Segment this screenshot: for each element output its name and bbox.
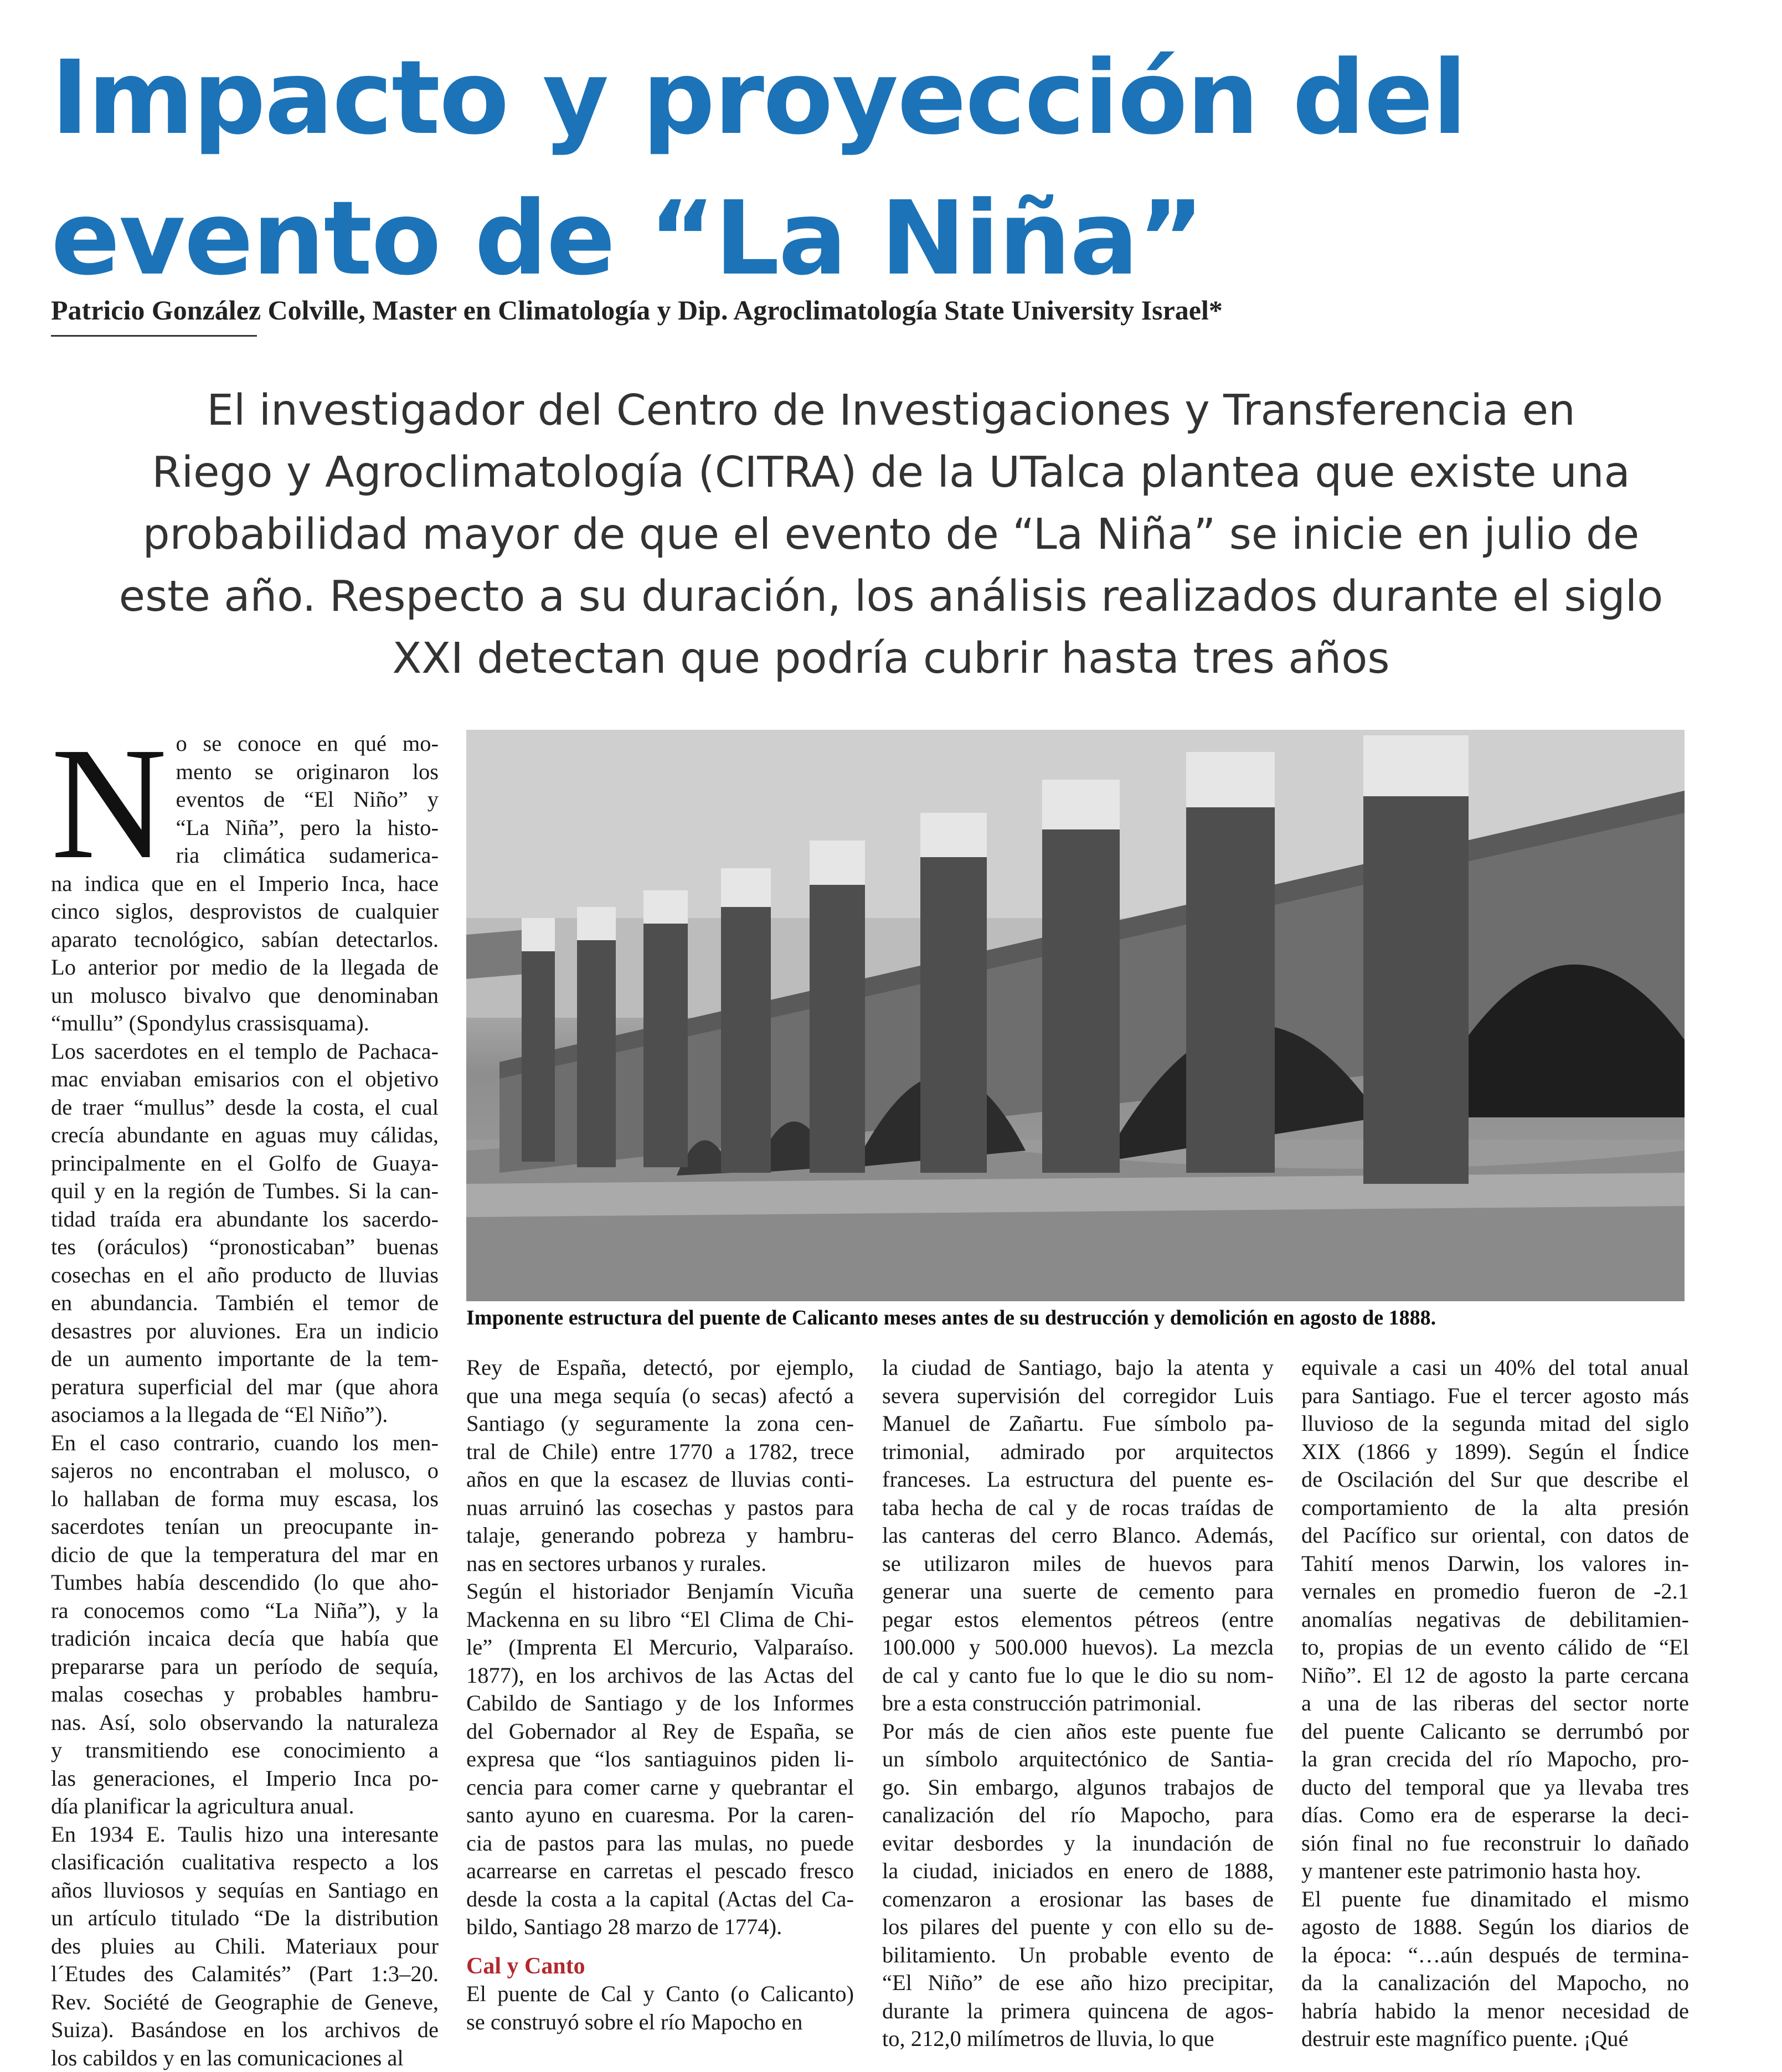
text-line: tral de Chile) entre 1770 a 1782, trece bbox=[466, 1438, 854, 1466]
calicanto-bridge-photo bbox=[466, 730, 1685, 1301]
text-line: ria climática sudamerica- bbox=[51, 842, 439, 870]
article-title-line: evento de “La Niña” bbox=[51, 168, 1546, 309]
text-line: principalmente en el Golfo de Guaya- bbox=[51, 1150, 439, 1178]
text-line: mento se originaron los bbox=[51, 758, 439, 786]
text-line: pegar estos elementos pétreos (entre bbox=[882, 1606, 1274, 1634]
text-line: “El Niño” de ese año hizo precipitar, bbox=[882, 1969, 1274, 1997]
text-line: habría habido la menor necesidad de bbox=[1301, 1997, 1689, 2025]
text-line: en abundancia. También el temor de bbox=[51, 1289, 439, 1317]
column-3-body bbox=[882, 1354, 1274, 2053]
column-2-body bbox=[466, 1354, 854, 1941]
text-line: quil y en la región de Tumbes. Si la can- bbox=[51, 1177, 439, 1205]
text-line: da la canalización del Mapocho, no bbox=[1301, 1969, 1689, 1997]
text-line: comportamiento de la alta presión bbox=[1301, 1494, 1689, 1522]
text-line: destruir este magnífico puente. ¡Qué bbox=[1301, 2025, 1689, 2053]
text-line: nuas arruinó las cosechas y pastos para bbox=[466, 1494, 854, 1522]
text-line: un símbolo arquitectónico de Santia- bbox=[882, 1745, 1274, 1774]
lead-line: XXI detectan que podría cubrir hasta tres años bbox=[44, 628, 1738, 690]
text-line: asociamos a la llegada de “El Niño”). bbox=[51, 1401, 439, 1429]
text-line: sacerdotes tenían un preocupante in- bbox=[51, 1513, 439, 1541]
text-line: que una mega sequía (o secas) afectó a bbox=[466, 1382, 854, 1410]
bridge-illustration bbox=[466, 730, 1685, 1301]
text-line: las canteras del cerro Blanco. Además, bbox=[882, 1522, 1274, 1550]
text-line: ducto del temporal que ya llevaba tres bbox=[1301, 1774, 1689, 1802]
lead-paragraph bbox=[44, 380, 1738, 690]
text-line: se utilizaron miles de huevos para bbox=[882, 1550, 1274, 1578]
text-line: la ciudad de Santiago, bajo la atenta y bbox=[882, 1354, 1274, 1382]
author-underline bbox=[51, 335, 257, 337]
text-line: tidad traída era abundante los sacerdo- bbox=[51, 1205, 439, 1234]
text-line: de Oscilación del Sur que describe el bbox=[1301, 1466, 1689, 1494]
text-line: del Gobernador al Rey de España, se bbox=[466, 1718, 854, 1746]
text-line: peratura superficial del mar (que ahora bbox=[51, 1373, 439, 1401]
text-line: anomalías negativas de debilitamien- bbox=[1301, 1606, 1689, 1634]
text-line: canalización del río Mapocho, para bbox=[882, 1801, 1274, 1829]
text-line: desastres por aluviones. Era un indicio bbox=[51, 1317, 439, 1346]
text-line: “La Niña”, pero la histo- bbox=[51, 814, 439, 842]
text-line: de cal y canto fue lo que le dio su nom- bbox=[882, 1662, 1274, 1690]
drop-cap: N bbox=[51, 740, 167, 867]
text-line: del puente Calicanto se derrumbó por bbox=[1301, 1718, 1689, 1746]
text-line: Rey de España, detectó, por ejemplo, bbox=[466, 1354, 854, 1382]
text-line: Manuel de Zañartu. Fue símbolo pa- bbox=[882, 1410, 1274, 1438]
text-line: Tumbes había descendido (lo que aho- bbox=[51, 1569, 439, 1597]
text-line: Por más de cien años este puente fue bbox=[882, 1718, 1274, 1746]
text-line: to, 212,0 milímetros de lluvia, lo que bbox=[882, 2025, 1274, 2053]
text-line: “mullu” (Spondylus crassisquama). bbox=[51, 1009, 439, 1038]
text-line: Los sacerdotes en el templo de Pachaca- bbox=[51, 1038, 439, 1066]
text-line: crecía abundante en aguas muy cálidas, bbox=[51, 1121, 439, 1150]
text-line: comenzaron a erosionar las bases de bbox=[882, 1885, 1274, 1914]
text-line: go. Sin embargo, algunos trabajos de bbox=[882, 1774, 1274, 1802]
text-line: cinco siglos, desprovistos de cualquier bbox=[51, 898, 439, 926]
text-line: cosechas en el año producto de lluvias bbox=[51, 1261, 439, 1290]
text-line: severa supervisión del corregidor Luis bbox=[882, 1382, 1274, 1410]
text-line: trimonial, admirado por arquitectos bbox=[882, 1438, 1274, 1466]
article-title bbox=[51, 28, 1546, 309]
text-line: to, propias de un evento cálido de “El bbox=[1301, 1633, 1689, 1662]
text-line: Suiza). Basándose en los archivos de bbox=[51, 2016, 439, 2044]
text-column-1 bbox=[51, 730, 439, 2072]
text-line: Tahití menos Darwin, los valores in- bbox=[1301, 1550, 1689, 1578]
text-line: los pilares del puente y con ello su de- bbox=[882, 1913, 1274, 1941]
text-line: la gran crecida del río Mapocho, pro- bbox=[1301, 1745, 1689, 1774]
text-line: bildo, Santiago 28 marzo de 1774). bbox=[466, 1913, 854, 1941]
text-line: bilitamiento. Un probable evento de bbox=[882, 1941, 1274, 1970]
text-line: santo ayuno en cuaresma. Por la caren- bbox=[466, 1801, 854, 1829]
text-line: día planificar la agricultura anual. bbox=[51, 1792, 439, 1821]
text-line: ra conocemos como “La Niña”), y la bbox=[51, 1597, 439, 1625]
lead-line: probabilidad mayor de que el evento de “La Niña” se inicie en julio de bbox=[44, 504, 1738, 566]
text-line: Santiago (y seguramente la zona cen- bbox=[466, 1410, 854, 1438]
text-line: agosto de 1888. Según los diarios de bbox=[1301, 1913, 1689, 1941]
lead-line: Riego y Agroclimatología (CITRA) de la UTalca plantea que existe una bbox=[44, 442, 1738, 504]
text-line: años en que la escasez de lluvias conti- bbox=[466, 1466, 854, 1494]
text-line: expresa que “los santiaguinos piden li- bbox=[466, 1745, 854, 1774]
text-line: taba hecha de cal y de rocas traídas de bbox=[882, 1494, 1274, 1522]
text-line: la época: “…aún después de termina- bbox=[1301, 1941, 1689, 1970]
text-line: na indica que en el Imperio Inca, hace bbox=[51, 870, 439, 898]
column-4-body bbox=[1301, 1354, 1689, 2053]
text-line: franceses. La estructura del puente es- bbox=[882, 1466, 1274, 1494]
text-line: un artículo titulado “De la distribution bbox=[51, 1904, 439, 1932]
text-line: El puente fue dinamitado el mismo bbox=[1301, 1885, 1689, 1914]
text-column-4 bbox=[1301, 1354, 1689, 2053]
text-line: Mackenna en su libro “El Clima de Chi- bbox=[466, 1606, 854, 1634]
text-line: cia de pastos para las mulas, no puede bbox=[466, 1829, 854, 1858]
intro-block bbox=[51, 730, 439, 870]
text-line: evitar desbordes y la inundación de bbox=[882, 1829, 1274, 1858]
text-column-2 bbox=[466, 1354, 854, 2036]
author-byline: Patricio González Colville, Master en Climatología y Dip. Agroclimatología State University Israel* bbox=[51, 292, 1223, 328]
text-line: vernales en promedio fueron de -2.1 bbox=[1301, 1578, 1689, 1606]
text-line: las generaciones, el Imperio Inca po- bbox=[51, 1765, 439, 1793]
text-line: para Santiago. Fue el tercer agosto más bbox=[1301, 1382, 1689, 1410]
text-line: desde la costa a la capital (Actas del Ca- bbox=[466, 1885, 854, 1914]
text-line: prepararse para un período de sequía, bbox=[51, 1653, 439, 1681]
text-line: y transmitiendo ese conocimiento a bbox=[51, 1736, 439, 1765]
text-line: sajeros no encontraban el molusco, o bbox=[51, 1457, 439, 1485]
text-line: Rev. Société de Geographie de Geneve, bbox=[51, 1988, 439, 2017]
text-line: dicio de que la temperatura del mar en bbox=[51, 1541, 439, 1569]
text-line: durante la primera quincena de agos- bbox=[882, 1997, 1274, 2025]
column-2-body-after bbox=[466, 1980, 854, 2036]
text-line: lo hallaban de forma muy escasa, los bbox=[51, 1485, 439, 1513]
text-line: Según el historiador Benjamín Vicuña bbox=[466, 1578, 854, 1606]
text-line: se construyó sobre el río Mapocho en bbox=[466, 2008, 854, 2037]
text-line: cencia para comer carne y quebrantar el bbox=[466, 1774, 854, 1802]
text-line: sión final no fue reconstruir lo dañado bbox=[1301, 1829, 1689, 1858]
article-title-line: Impacto y proyección del bbox=[51, 28, 1546, 168]
text-line: días. Como era de esperarse la deci- bbox=[1301, 1801, 1689, 1829]
section-subhead: Cal y Canto bbox=[466, 1952, 854, 1981]
text-line: bre a esta construcción patrimonial. bbox=[882, 1689, 1274, 1718]
text-line: talaje, generando pobreza y hambru- bbox=[466, 1522, 854, 1550]
text-line: l´Etudes des Calamités” (Part 1:3–20. bbox=[51, 1960, 439, 1988]
photo-caption: Imponente estructura del puente de Calicanto meses antes de su destrucción y demolición en agosto de 1888. bbox=[466, 1303, 1740, 1332]
text-line: Niño”. El 12 de agosto la parte cercana bbox=[1301, 1662, 1689, 1690]
text-line: del Pacífico sur oriental, con datos de bbox=[1301, 1522, 1689, 1550]
text-line: des pluies au Chili. Materiaux pour bbox=[51, 1932, 439, 1961]
text-line: a una de las riberas del sector norte bbox=[1301, 1689, 1689, 1718]
text-line: 100.000 y 500.000 huevos). La mezcla bbox=[882, 1633, 1274, 1662]
text-line: Lo anterior por medio de la llegada de bbox=[51, 953, 439, 982]
lead-line: este año. Respecto a su duración, los análisis realizados durante el siglo bbox=[44, 566, 1738, 628]
text-line: o se conoce en qué mo- bbox=[51, 730, 439, 758]
text-line: tes (oráculos) “pronosticaban” buenas bbox=[51, 1233, 439, 1261]
text-line: tradición incaica decía que había que bbox=[51, 1625, 439, 1653]
text-line: malas cosechas y probables hambru- bbox=[51, 1681, 439, 1709]
text-line: la ciudad, iniciados en enero de 1888, bbox=[882, 1857, 1274, 1885]
text-line: de traer “mullus” desde la costa, el cual bbox=[51, 1094, 439, 1122]
lead-line: El investigador del Centro de Investigaciones y Transferencia en bbox=[44, 380, 1738, 442]
text-line: nas en sectores urbanos y rurales. bbox=[466, 1550, 854, 1578]
text-line: Cabildo de Santiago y de los Informes bbox=[466, 1689, 854, 1718]
text-line: equivale a casi un 40% del total anual bbox=[1301, 1354, 1689, 1382]
text-line: le” (Imprenta El Mercurio, Valparaíso. bbox=[466, 1633, 854, 1662]
text-line: generar una suerte de cemento para bbox=[882, 1578, 1274, 1606]
text-line: un molusco bivalvo que denominaban bbox=[51, 982, 439, 1010]
text-line: eventos de “El Niño” y bbox=[51, 786, 439, 814]
text-line: En 1934 E. Taulis hizo una interesante bbox=[51, 1821, 439, 1849]
text-line: y mantener este patrimonio hasta hoy. bbox=[1301, 1857, 1689, 1885]
text-column-3 bbox=[882, 1354, 1274, 2053]
text-line: aparato tecnológico, sabían detectarlos. bbox=[51, 926, 439, 954]
text-line: lluvioso de la segunda mitad del siglo bbox=[1301, 1410, 1689, 1438]
text-line: los cabildos y en las comunicaciones al bbox=[51, 2044, 439, 2072]
text-line: clasificación cualitativa respecto a los bbox=[51, 1848, 439, 1877]
text-line: acarrearse en carretas el pescado fresco bbox=[466, 1857, 854, 1885]
text-line: 1877), en los archivos de las Actas del bbox=[466, 1662, 854, 1690]
text-line: mac enviaban emisarios con el objetivo bbox=[51, 1065, 439, 1094]
text-line: XIX (1866 y 1899). Según el Índice bbox=[1301, 1438, 1689, 1466]
text-line: El puente de Cal y Canto (o Calicanto) bbox=[466, 1980, 854, 2008]
column-1-body bbox=[51, 870, 439, 2072]
text-line: de un aumento importante de la tem- bbox=[51, 1345, 439, 1373]
text-line: En el caso contrario, cuando los men- bbox=[51, 1429, 439, 1457]
text-line: nas. Así, solo observando la naturaleza bbox=[51, 1709, 439, 1737]
text-line: años lluviosos y sequías en Santiago en bbox=[51, 1877, 439, 1905]
